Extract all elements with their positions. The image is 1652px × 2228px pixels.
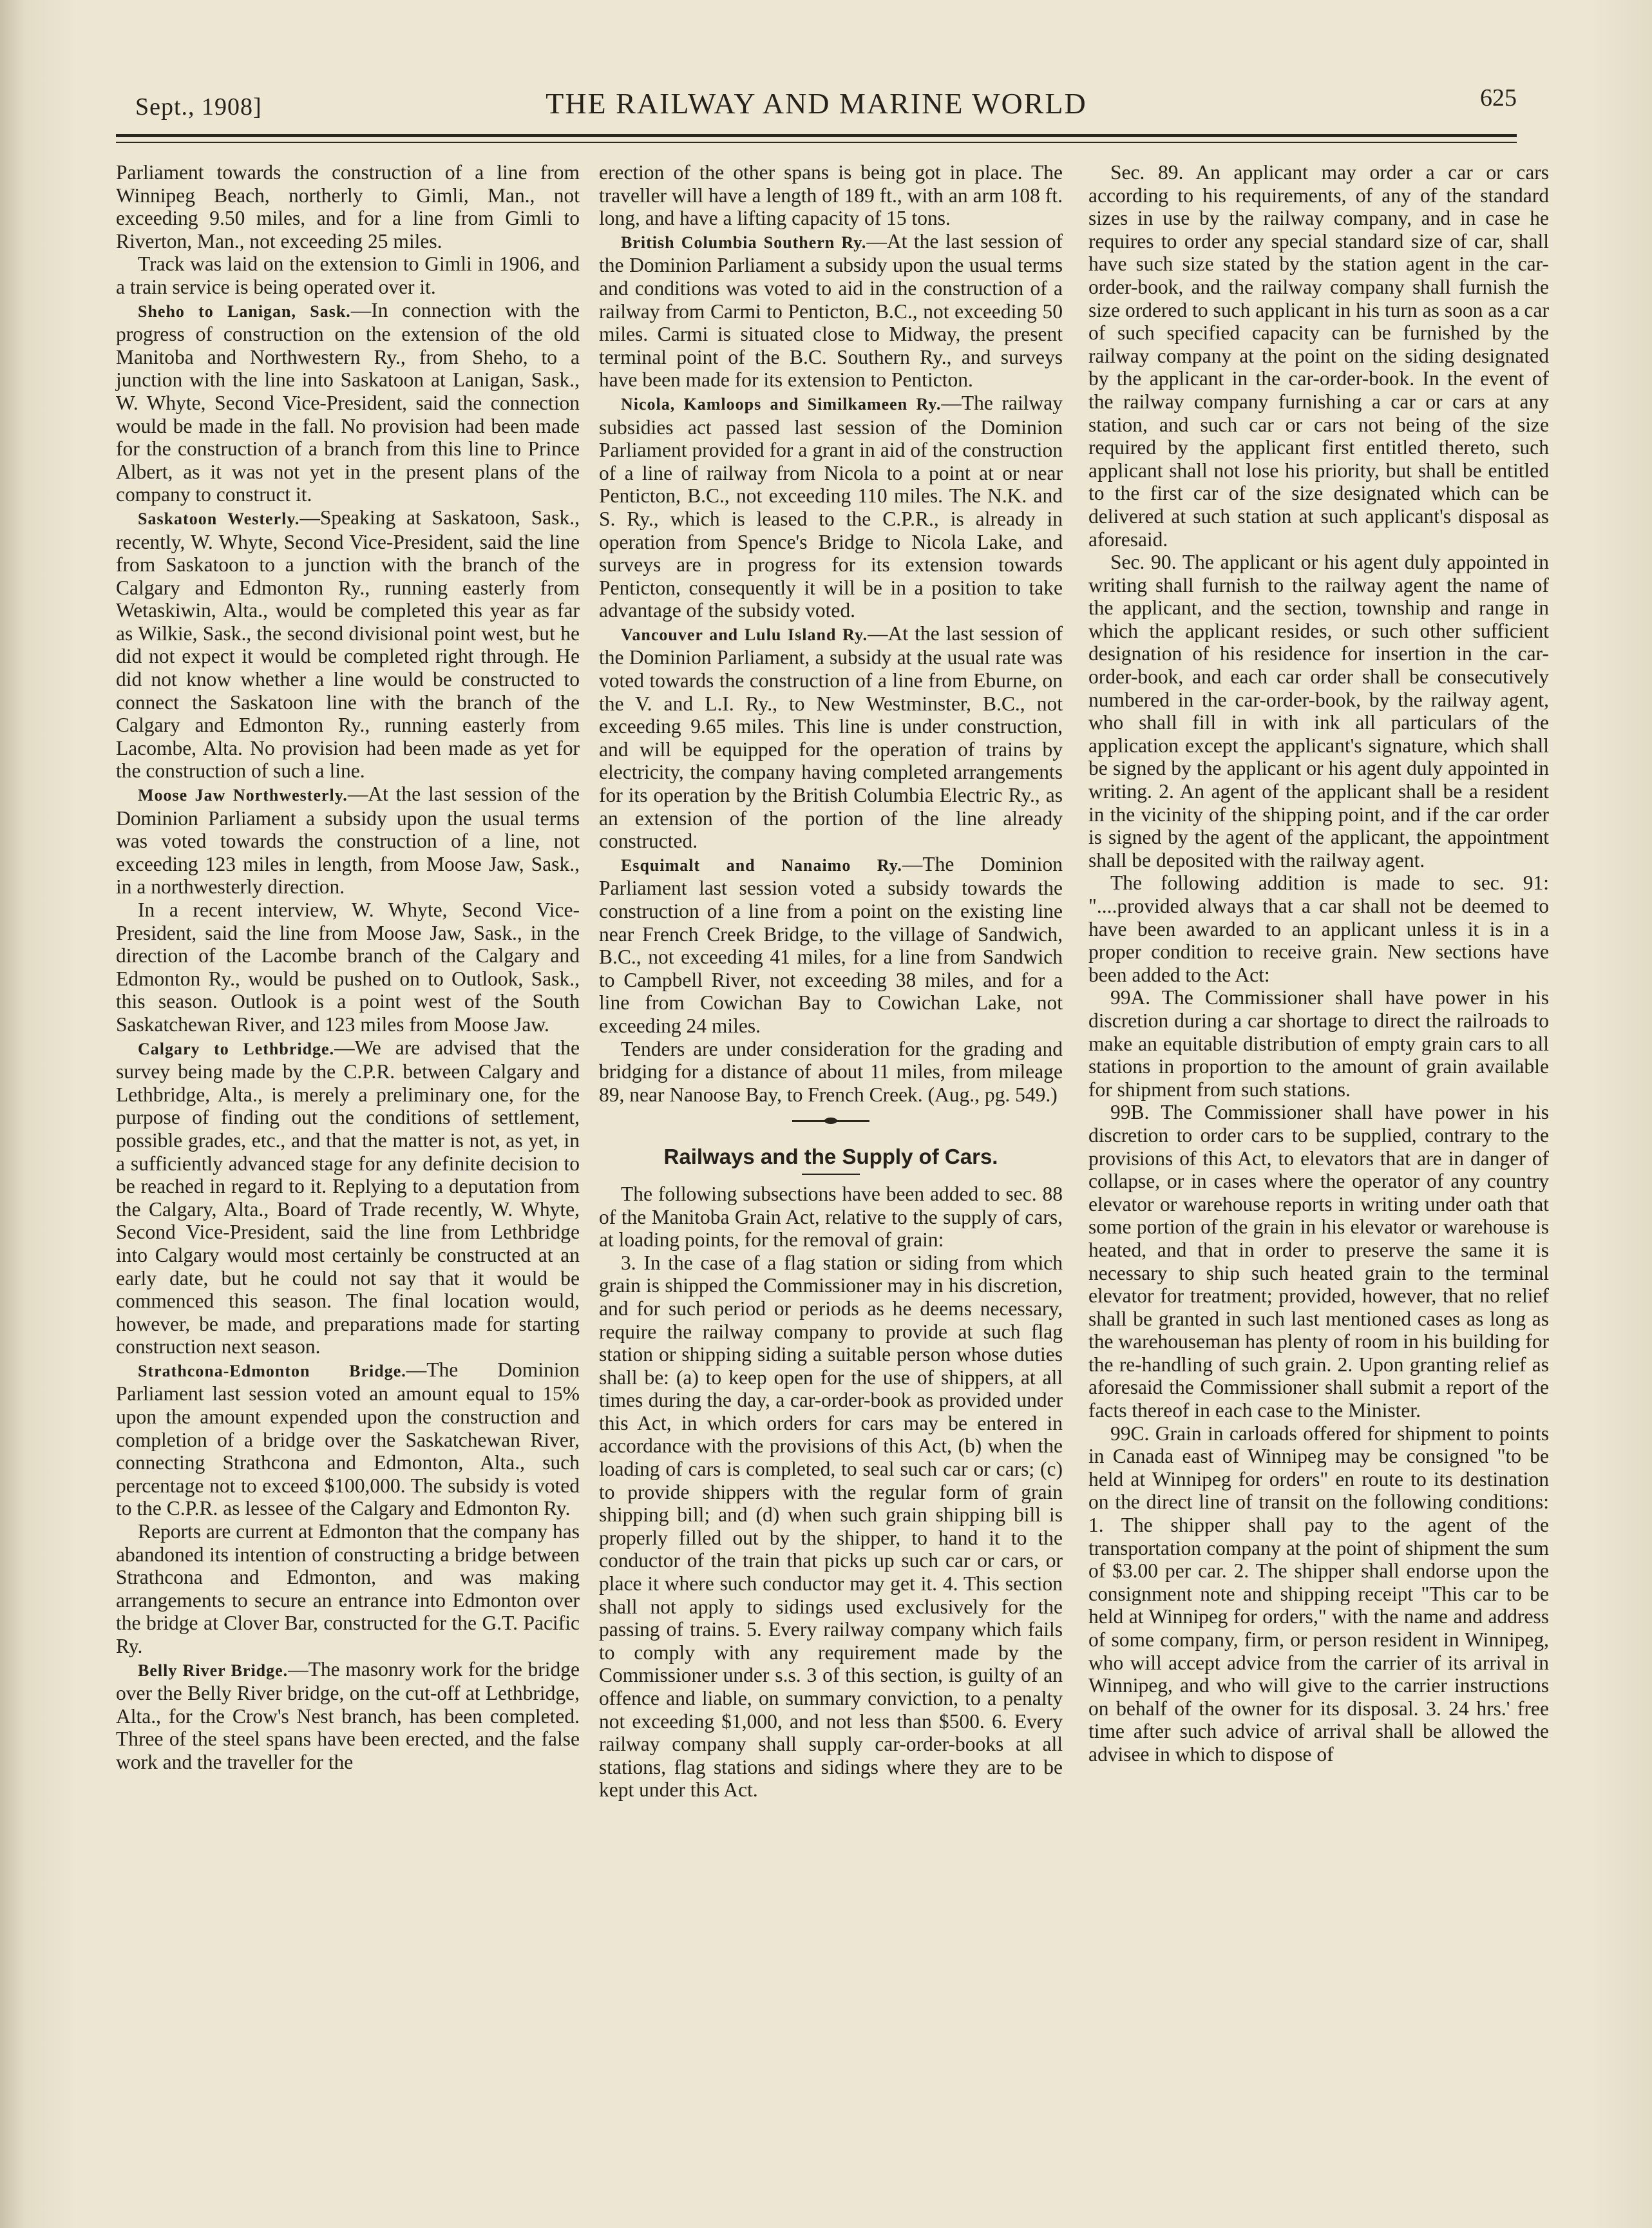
article-body: —At the last session of the Dominion Parliament a subsidy upon the usual terms and conditions was voted to aid in the construction of a railway from Carmi to Penticton, B.C., not exceeding 50 miles. Carmi is situated close to Midway, the present terminal point of the B.C. Southern Ry., and surveys have been made for its extension to Penticton. bbox=[599, 229, 1063, 392]
paragraph: Track was laid on the extension to Gimli in 1906, and a train service is being operated over it. bbox=[116, 252, 580, 298]
article-body: —In connection with the progress of construction on the extension of the old Manitoba and Northwestern Ry., from Sheho, to a junction with the line into Saskatoon at Lanigan, Sask., W. Whyte, Second Vice-President, said the connection would be made in the fall. No provision had been made for the construction of a branch from this line to Prince Albert, as it was not yet in the present plans of the company to construct it. bbox=[116, 298, 580, 506]
section-divider bbox=[792, 1120, 869, 1122]
article-body: —We are advised that the survey being made by the C.P.R. between Calgary and Lethbridge, Alta., is merely a preliminary one, for the purpose of finding out the conditions of settlement, possible grades, etc., and that the matter is not, as yet, in a sufficiently advanced stage for any definite decision to be reached in regard to it. Replying to a deputation from the Calgary, Alta., Board of Trade recently, W. Whyte, Second Vice-President, said the line from Lethbridge into Calgary would most certainly be constructed at an early date, but he could not say that it would be commenced this season. The final location would, however, be made, and preparations made for starting construction next season. bbox=[116, 1036, 580, 1358]
article bbox=[116, 299, 580, 506]
header-rule-thin bbox=[116, 142, 1517, 143]
paragraph: In a recent interview, W. Whyte, Second Vice-President, said the line from Moose Jaw, Sask., in the direction of the Lacombe branch of the Calgary and Edmonton Ry., would be pushed on to Outlook, Sask., this season. Outlook is a point west of the South Saskatchewan River, and 123 miles from Moose Jaw. bbox=[116, 899, 580, 1036]
article-body: —Speaking at Saskatoon, Sask., recently, W. Whyte, Second Vice-President, said the line from Saskatoon to a junction with the branch of the Calgary and Edmonton Ry., running easterly from Wetaskiwin, Alta., would be completed this year as far as Wilkie, Sask., the second divisional point west, but he did not expect it would be completed right through. He did not know whether a line would be constructed to connect the Saskatoon line with the branch of the Calgary and Edmonton Ry., running easterly from Lacombe, Alta. No provision had been made as yet for the construction of such a line. bbox=[116, 506, 580, 783]
article-heading: Calgary to Lethbridge. bbox=[138, 1039, 335, 1058]
article-body: —The masonry work for the bridge over the Belly River bridge, on the cut-off at Lethbridge, Alta., for the Crow's Nest branch, has been completed. Three of the steel spans have been erected, and the false work and the traveller for the bbox=[116, 1657, 580, 1773]
paragraph: 99C. Grain in carloads offered for shipment to points in Canada east of Winnipeg may be consigned "to be held at Winnipeg for orders" en route to its destination on the direct line of transit on the following conditions: 1. The shipper shall pay to the agent of the transportation company at the point of shipment the sum of $3.00 per car. 2. The shipper shall endorse upon the consignment note and shipping receipt "This car to be held at Winnipeg for orders," with the name and address of some company, firm, or person resident in Winnipeg, who will accept advice from the carrier of its arrival in Winnipeg, and who will give to the carrier instructions on behalf of the owner for its disposal. 3. 24 hrs.' free time after such advice of arrival shall be allowed the advisee in which to dispose of bbox=[1088, 1422, 1549, 1766]
paragraph: 99A. The Commissioner shall have power in his discretion during a car shortage to direct the railroads to make an equitable distribution of empty grain cars to all stations in proportion to the amount of grain available for shipment from such stations. bbox=[1088, 986, 1549, 1101]
article-heading: Nicola, Kamloops and Similkameen Ry. bbox=[621, 394, 942, 414]
article bbox=[599, 230, 1063, 392]
paragraph: The following subsections have been added to sec. 88 of the Manitoba Grain Act, relative to the supply of cars, at loading points, for the removal of grain: bbox=[599, 1182, 1063, 1252]
article-body: —The railway subsidies act passed last session of the Dominion Parliament provided for a grant in aid of the construction of a line of railway from Nicola to a point at or near Penticton, B.C., not exceeding 110 miles. The N.K. and S. Ry., which is leased to the C.P.R., is already in operation from Spence's Bridge to Nicola Lake, and surveys are in progress for its extension towards Penticton, consequently it will be in a position to take advantage of the subsidy voted. bbox=[599, 391, 1063, 622]
column-1 bbox=[116, 161, 580, 1774]
article bbox=[116, 1358, 580, 1520]
paragraph: erection of the other spans is being got in place. The traveller will have a length of 189 ft., with an arm 108 ft. long, and have a lifting capacity of 15 tons. bbox=[599, 161, 1063, 230]
paragraph: Parliament towards the construction of a line from Winnipeg Beach, northerly to Gimli, Man., not exceeding 9.50 miles, and for a line from Gimli to Riverton, Man., not exceeding 25 miles. bbox=[116, 161, 580, 252]
article bbox=[116, 1658, 580, 1774]
article-heading: Esquimalt and Nanaimo Ry. bbox=[621, 855, 902, 875]
article-heading: Vancouver and Lulu Island Ry. bbox=[621, 625, 868, 644]
paragraph: Sec. 90. The applicant or his agent duly appointed in writing shall furnish to the railway agent the name of the applicant, and the section, township and range in which the applicant resides, or such other sufficient designation of his residence for insertion in the car-order-book, and each car order shall be consecutively numbered in the car-order-book, by the railway agent, who shall fill in with ink all particulars of the application except the applicant's signature, which shall be signed by the applicant or his agent duly appointed in writing. 2. An agent of the applicant shall be a resident in the vicinity of the shipping point, and if the car order is signed by the agent of the applicant, the appointment shall be deposited with the railway agent. bbox=[1088, 551, 1549, 871]
section-title: Railways and the Supply of Cars. bbox=[663, 1145, 998, 1169]
article-heading: Strathcona-Edmonton Bridge. bbox=[138, 1361, 406, 1380]
article-heading: Moose Jaw Northwesterly. bbox=[138, 786, 348, 805]
column-2 bbox=[599, 161, 1063, 1802]
article-heading: Belly River Bridge. bbox=[138, 1661, 289, 1680]
article-body: —At the last session of the Dominion Parliament a subsidy upon the usual terms was voted towards the construction of a line, not exceeding 123 miles in length, from Moose Jaw, Sask., in a northwesterly direction. bbox=[116, 783, 580, 899]
paragraph: 3. In the case of a flag station or siding from which grain is shipped the Commissioner may in his discretion, and for such period or periods as he deems necessary, require the railway company to provide at such flag station or shipping siding a suitable person whose duties shall be: (a) to keep open for the use of shippers, at all times during the day, a car-order-book as provided under this Act, in which orders for cars may be entered in accordance with the provisions of this Act, (b) when the loading of cars is completed, to seal such car or cars; (c) to provide shippers with the regular form of grain shipping bill; and (d) when such grain shipping bill is properly filled out by the shipper, to hand it to the conductor of the train that picks up such car or cars, or place it where such conductor may get it. 4. This section shall not apply to sidings used exclusively for the passing of trains. 5. Every railway company which fails to comply with any requirement made by the Commissioner under s.s. 3 of this section, is guilty of an offence and liable, on summary conviction, to a penalty not exceeding $1,000, and not less than $500. 6. Every railway company shall supply car-order-books at all stations, flag stations and sidings where they are to be kept under this Act. bbox=[599, 1251, 1063, 1802]
page-header bbox=[116, 76, 1517, 128]
paragraph: Tenders are under consideration for the grading and bridging for a distance of about 11 miles, from mileage 89, near Nanoose Bay, to French Creek. (Aug., pg. 549.) bbox=[599, 1037, 1063, 1106]
paragraph: The following addition is made to sec. 91: "....provided always that a car shall not be deemed to have been awarded to an applicant unless it is in a proper condition to receive grain. New sections have been added to the Act: bbox=[1088, 871, 1549, 986]
publication-title: THE RAILWAY AND MARINE WORLD bbox=[546, 87, 1087, 120]
article-heading: Sheho to Lanigan, Sask. bbox=[138, 301, 351, 321]
article bbox=[116, 783, 580, 899]
article bbox=[116, 1036, 580, 1358]
article bbox=[599, 622, 1063, 853]
article-body: —At the last session of the Dominion Parliament, a subsidy at the usual rate was voted towards the construction of a line from Eburne, on the V. and L.I. Ry., to New Westminster, B.C., not exceeding 9.65 miles. This line is under construction, and will be equipped for the operation of trains by electricity, the company having completed arrangements for its operation by the British Columbia Electric Ry., as an extension of the portion of the line already constructed. bbox=[599, 622, 1063, 853]
header-rule-thick bbox=[116, 134, 1517, 137]
article-body: —The Dominion Parliament last session voted an amount equal to 15% upon the amount expended upon the construction and completion of a bridge over the Saskatchewan River, connecting Strathcona and Edmonton, Alta., such percentage not to exceed $100,000. The subsidy is voted to the C.P.R. as lessee of the Calgary and Edmonton Ry. bbox=[116, 1358, 580, 1520]
page-number: 625 bbox=[1480, 84, 1517, 111]
column-3 bbox=[1088, 161, 1549, 1766]
article bbox=[116, 506, 580, 783]
paragraph: Reports are current at Edmonton that the company has abandoned its intention of constructing a bridge between Strathcona and Edmonton, and was making arrangements to secure an entrance into Edmonton over the bridge at Clover Bar, constructed for the G.T. Pacific Ry. bbox=[116, 1520, 580, 1657]
article-heading: Saskatoon Westerly. bbox=[138, 509, 300, 528]
issue-date: Sept., 1908] bbox=[135, 93, 262, 120]
article bbox=[599, 853, 1063, 1038]
paragraph: 99B. The Commissioner shall have power in his discretion to order cars to be supplied, contrary to the provisions of this Act, to elevators that are in danger of collapse, or in cases where the operator of any country elevator or warehouse reports in writing under oath that some portion of the grain in his elevator or warehouse is heated, and that in order to preserve the same it is necessary to ship such heated grain to the terminal elevator for treatment; provided, however, that no relief shall be granted in such last mentioned cases as long as the warehouseman has plenty of room in his building for the re-handling of such grain. 2. Upon granting relief as aforesaid the Commissioner shall submit a report of the facts thereof in each case to the Minister. bbox=[1088, 1101, 1549, 1422]
paragraph: Sec. 89. An applicant may order a car or cars according to his requirements, of any of the standard sizes in use by the railway company, and in case he requires to order any special standard size of car, shall have such size stated by the station agent in the car-order-book, and the railway company shall furnish the size ordered to such applicant in his turn as soon as a car of such specified capacity can be furnished by the railway company at the point on the siding designated by the applicant in the car-order-book. In the event of the railway company furnishing a car or cars at any station, and such car or cars not being of the size required by the applicant first entitled thereto, such applicant shall not lose his priority, but shall be entitled to the first car of the size designated which can be delivered at such station at such applicant's disposal as aforesaid. bbox=[1088, 161, 1549, 551]
title-underline bbox=[802, 1174, 860, 1175]
article-body: —The Dominion Parliament last session voted a subsidy towards the construction of a line from a point on the existing line near French Creek Bridge, to the village of Sandwich, B.C., not exceeding 41 miles, for a line from Sandwich to Campbell River, not exceeding 38 miles, and for a line from Cowichan Bay to Cowichan Lake, not exceeding 24 miles. bbox=[599, 852, 1063, 1037]
article bbox=[599, 392, 1063, 622]
article-heading: British Columbia Southern Ry. bbox=[621, 233, 867, 252]
